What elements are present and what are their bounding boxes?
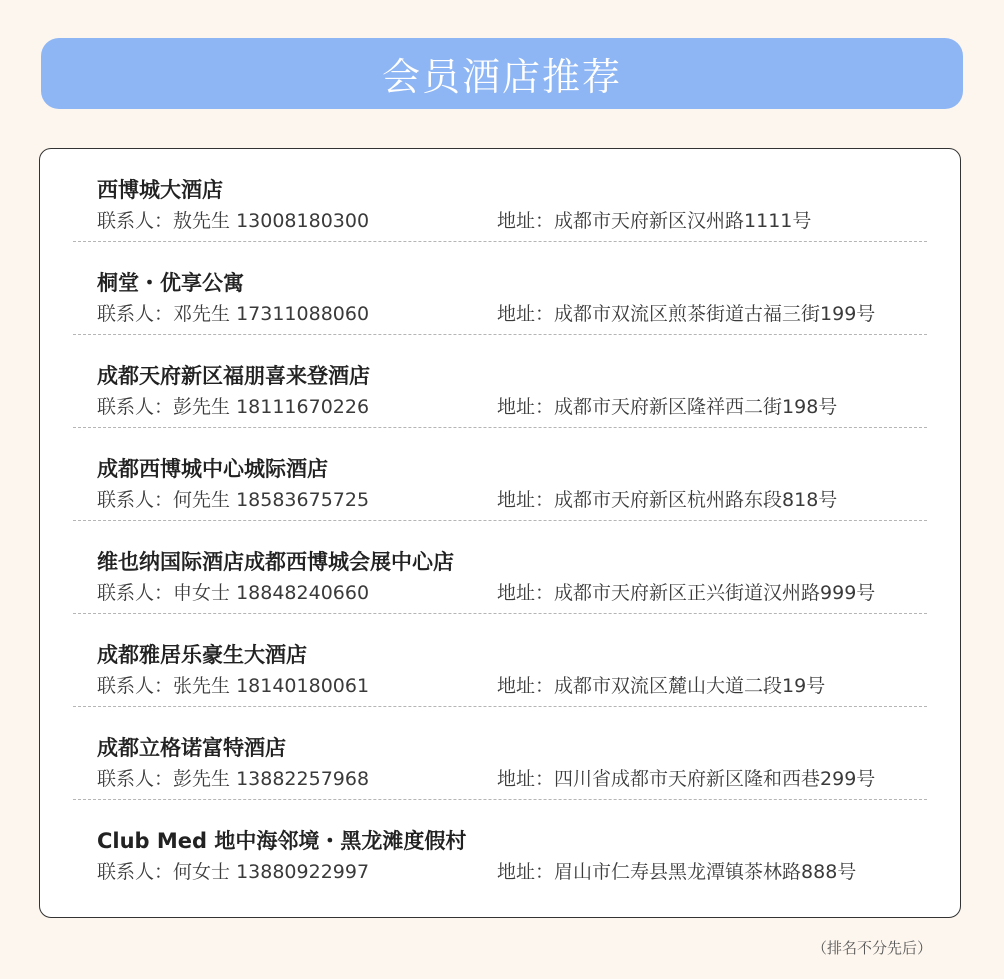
page-title: 会员酒店推荐 [381, 55, 622, 99]
contact-person: 邓先生 [173, 303, 231, 325]
contact-label: 联系人： [97, 303, 174, 325]
hotel-contact [97, 395, 497, 419]
contact-person: 申女士 [173, 582, 231, 604]
hotel-item [73, 800, 927, 893]
contact-phone: 18140180061 [236, 675, 370, 697]
hotel-name: 成都立格诺富特酒店 [97, 736, 286, 760]
address-label: 地址： [497, 303, 555, 325]
address-value: 成都市双流区煎茶街道古福三街199号 [554, 303, 876, 325]
hotel-name: Club Med 地中海邻境・黑龙滩度假村 [97, 829, 467, 853]
hotel-list-card [39, 148, 961, 918]
hotel-name: 成都西博城中心城际酒店 [97, 457, 328, 481]
hotel-item [73, 428, 927, 521]
footnote: （排名不分先后） [811, 939, 932, 957]
contact-person: 张先生 [173, 675, 231, 697]
address-label: 地址： [497, 861, 555, 883]
address-label: 地址： [497, 768, 555, 790]
address-label: 地址： [497, 675, 555, 697]
hotel-contact [97, 674, 497, 698]
contact-label: 联系人： [97, 396, 174, 418]
contact-person: 何先生 [173, 489, 231, 511]
address-label: 地址： [497, 396, 555, 418]
hotel-contact [97, 860, 497, 884]
contact-label: 联系人： [97, 489, 174, 511]
hotel-item [73, 242, 927, 335]
hotel-address [497, 674, 927, 698]
contact-phone: 13882257968 [236, 768, 370, 790]
hotel-item [73, 707, 927, 800]
contact-label: 联系人： [97, 861, 174, 883]
hotel-address [497, 581, 927, 605]
hotel-item [73, 614, 927, 707]
hotel-item [73, 521, 927, 614]
address-value: 成都市天府新区杭州路东段818号 [554, 489, 838, 511]
address-value: 成都市双流区麓山大道二段19号 [554, 675, 826, 697]
contact-label: 联系人： [97, 675, 174, 697]
address-value: 四川省成都市天府新区隆和西巷299号 [554, 768, 876, 790]
address-label: 地址： [497, 489, 555, 511]
hotel-name: 维也纳国际酒店成都西博城会展中心店 [97, 550, 454, 574]
contact-label: 联系人： [97, 768, 174, 790]
title-banner [41, 38, 963, 109]
hotel-item [73, 149, 927, 242]
contact-person: 何女士 [173, 861, 231, 883]
hotel-address [497, 395, 927, 419]
contact-label: 联系人： [97, 210, 174, 232]
contact-person: 彭先生 [173, 768, 231, 790]
contact-phone: 18848240660 [236, 582, 370, 604]
hotel-item [73, 335, 927, 428]
contact-phone: 13880922997 [236, 861, 370, 883]
contact-phone: 18583675725 [236, 489, 370, 511]
contact-person: 敖先生 [173, 210, 231, 232]
hotel-address [497, 302, 927, 326]
hotel-address [497, 767, 927, 791]
hotel-address [497, 860, 927, 884]
contact-person: 彭先生 [173, 396, 231, 418]
hotel-contact [97, 581, 497, 605]
hotel-contact [97, 302, 497, 326]
hotel-name: 桐堂・优享公寓 [97, 271, 244, 295]
hotel-address [497, 209, 927, 233]
hotel-info [97, 767, 927, 791]
hotel-info [97, 860, 927, 884]
contact-label: 联系人： [97, 582, 174, 604]
hotel-address [497, 488, 927, 512]
hotel-name: 成都雅居乐豪生大酒店 [97, 643, 307, 667]
address-label: 地址： [497, 210, 555, 232]
hotel-info [97, 674, 927, 698]
address-value: 成都市天府新区正兴街道汉州路999号 [554, 582, 876, 604]
hotel-info [97, 209, 927, 233]
hotel-info [97, 302, 927, 326]
hotel-name: 西博城大酒店 [97, 178, 223, 202]
hotel-contact [97, 767, 497, 791]
hotel-contact [97, 209, 497, 233]
hotel-contact [97, 488, 497, 512]
address-value: 眉山市仁寿县黑龙潭镇茶林路888号 [554, 861, 857, 883]
address-label: 地址： [497, 582, 555, 604]
contact-phone: 13008180300 [236, 210, 370, 232]
contact-phone: 17311088060 [236, 303, 370, 325]
address-value: 成都市天府新区隆祥西二街198号 [554, 396, 838, 418]
hotel-name: 成都天府新区福朋喜来登酒店 [97, 364, 370, 388]
contact-phone: 18111670226 [236, 396, 370, 418]
hotel-info [97, 581, 927, 605]
address-value: 成都市天府新区汉州路1111号 [554, 210, 812, 232]
hotel-info [97, 395, 927, 419]
hotel-info [97, 488, 927, 512]
